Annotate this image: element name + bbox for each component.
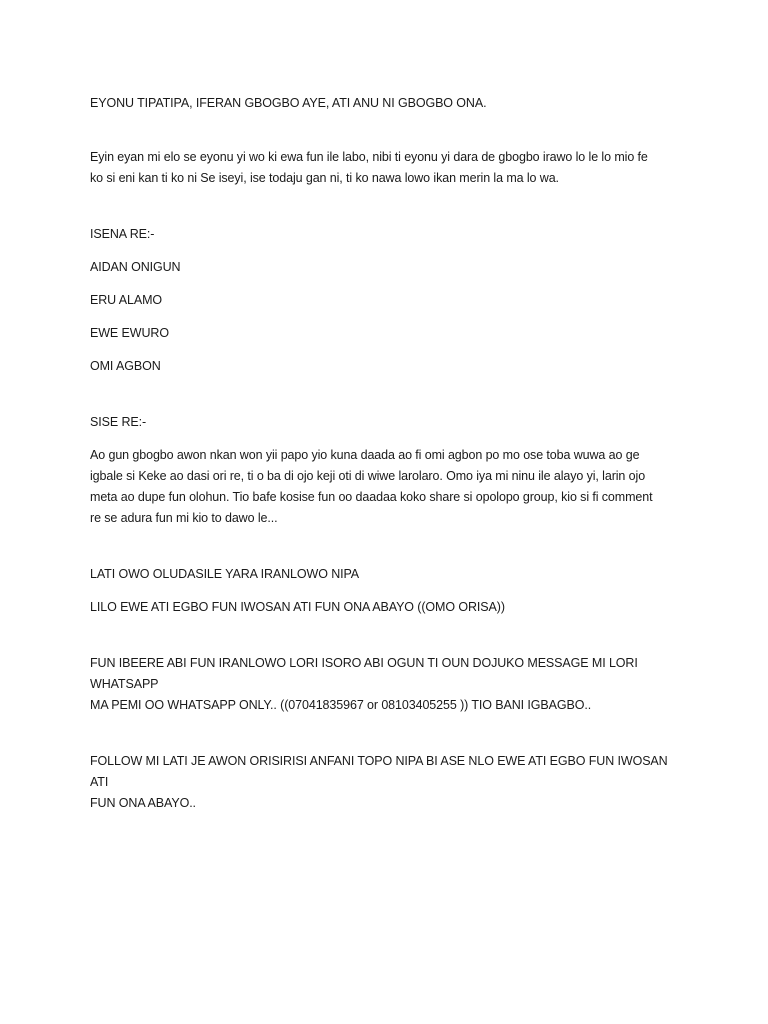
sise-heading: SISE RE:- xyxy=(90,415,147,429)
intro-paragraph: Eyin eyan mi elo se eyonu yi wo ki ewa fun ile labo, nibi ti eyonu yi dara de gbogbo irawo lo le lo mio fe ko si eni kan ti ko ni Se iseyi, ise todaju gan ni, ti ko nawa lowo ikan merin la ma lo wa. xyxy=(90,150,648,185)
isena-item: OMI AGBON xyxy=(90,359,161,373)
isena-item: AIDAN ONIGUN xyxy=(90,260,181,274)
isena-item: EWE EWURO xyxy=(90,326,169,340)
lati-line: LATI OWO OLUDASILE YARA IRANLOWO NIPA xyxy=(90,567,360,581)
contact-paragraph: FUN IBEERE ABI FUN IRANLOWO LORI ISORO ABI OGUN TI OUN DOJUKO MESSAGE MI LORI WHATSAPP MA PEMI OO WHATSAPP ONLY.. ((07041835967 or 08103405255 )) TIO BANI IGBAGBO.. xyxy=(90,656,638,712)
document-title: EYONU TIPATIPA, IFERAN GBOGBO AYE, ATI ANU NI GBOGBO ONA. xyxy=(90,96,487,110)
follow-paragraph: FOLLOW MI LATI JE AWON ORISIRISI ANFANI TOPO NIPA BI ASE NLO EWE ATI EGBO FUN IWOSAN ATI FUN ONA ABAYO.. xyxy=(90,754,668,810)
isena-heading: ISENA RE:- xyxy=(90,227,155,241)
lilo-line: LILO EWE ATI EGBO FUN IWOSAN ATI FUN ONA ABAYO ((OMO ORISA)) xyxy=(90,600,505,614)
document-body xyxy=(90,93,680,814)
sise-paragraph: Ao gun gbogbo awon nkan won yii papo yio kuna daada ao fi omi agbon po mo ose toba wuwa ao ge igbale si Keke ao dasi ori re, ti o ba di ojo keji oti di wiwe larolaro. Omo iya mi ninu ile alayo yi, larin ojo meta ao dupe fun olohun. Tio bafe kosise fun oo daadaa koko share si opolopo group, kio si fi comment re se adura fun mi kio to dawo le... xyxy=(90,448,653,525)
isena-item: ERU ALAMO xyxy=(90,293,163,307)
